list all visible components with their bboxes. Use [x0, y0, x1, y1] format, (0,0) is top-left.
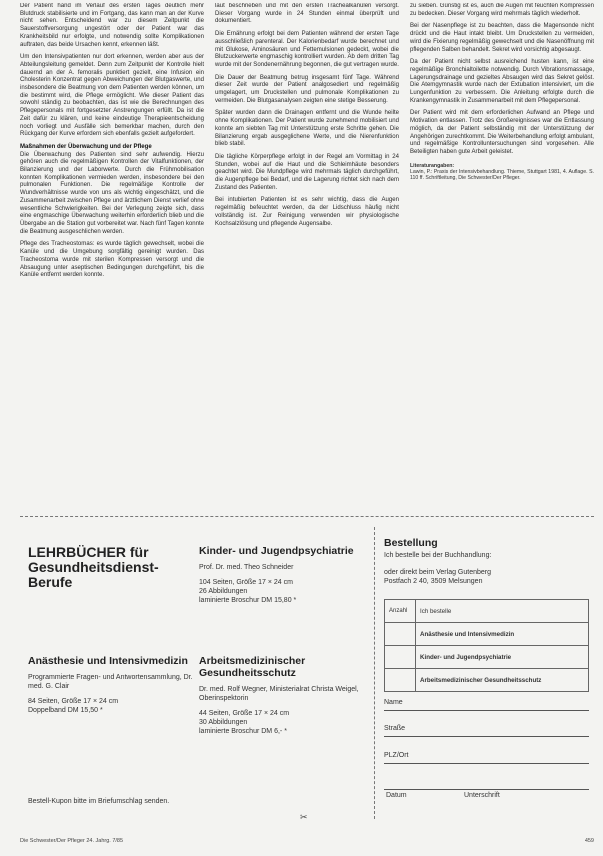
- signature-field[interactable]: [384, 789, 589, 790]
- order-table: [384, 599, 589, 692]
- table-row: [385, 646, 589, 669]
- references: [410, 163, 594, 182]
- scissors-icon: ✂: [300, 812, 308, 822]
- street-label: Straße: [384, 725, 406, 732]
- quantity-field[interactable]: [385, 646, 416, 669]
- date-label: Datum: [386, 792, 407, 799]
- paragraph: Um den Intensivpatienten nur dort erkennen, werden aber aus der Abteilungsleitung gemeldet. Denn zum Zeitpunkt der Kontrolle hielt dauernd an der A. femoralis punktiert gezielt, eine Infusion ein Cholesterin Konzentrat gegen Abweichungen der Blutgaswerte, und insbesondere die Beatmung von dem Patienten werden können, um die bestimmt wird, die Pflege ermöglicht. Wie dieser Patient das sowohl ständig zu beobachten, das ist wie die Berechnungen des Pflegepersonals mit fortgesetzter Anstrengungen erfüllt. Da ist die Zeit dafür zu klären, und keine eindeutige Therapieentscheidung noch vorliegt und Ausfälle sich bemerkbar machen, durch den Rückgang der Kurve erfordern sich ebenfalls gezielt aufgefordert.: [20, 54, 204, 138]
- paragraph: Pflege des Tracheostomas: es wurde täglich gewechselt, wobei die Kanüle und die Umgebung sorgfältig gereinigt wurden. Das Tracheostoma wurde mit sterilen Kompressen versorgt und die Absaugung unter aseptischen Bedingungen durchgeführt, bis die Kanüle entfernt werden konnte.: [20, 241, 204, 279]
- book-title: Anästhesie und Intensivmedizin: [28, 655, 188, 667]
- article-columns: [20, 3, 594, 505]
- order-coupon: [374, 527, 594, 819]
- paragraph: Bei der Nasenpflege ist zu beachten, dass die Magensonde nicht drückt und die Haut intakt bleibt. Um Druckstellen zu vermeiden, wird die Fixierung regelmäßig gewechselt und die Nasenöffnung mit pflegenden Salben behandelt. Sekret wird vorsichtig abgesaugt.: [410, 23, 594, 53]
- references-text: Lawin, P.: Praxis der Intensivbehandlung. Thieme, Stuttgart 1981, 4. Auflage. S. 110 ff. Schriftleitung, Die Schwester/Der Pfleger.: [410, 168, 594, 182]
- book-entry: [28, 655, 196, 715]
- table-row: [385, 600, 589, 623]
- book-author: Programmierte Fragen- und Antwortensammlung, Dr. med. G. Clair: [28, 674, 193, 690]
- book-advertisement: [28, 527, 594, 819]
- article-column-2: [215, 3, 399, 505]
- publisher-address: oder direkt beim Verlag Gutenberg Postfach 2 40, 3509 Melsungen: [384, 569, 492, 585]
- name-label: Name: [384, 699, 403, 706]
- paragraph: Der Patient wird mit dem erforderlichen Aufwand an Pflege und Motivation entlassen. Trotz des Großereignisses war die Entlassung möglich, da der Patient selbständig mit der Unterstützung der Angehörigen zurechtkommt. Die Weiterbehandlung erfolgt ambulant, und regelmäßige Kontrolluntersuchungen sind vorgesehen. Alle Beteiligten haben gute Arbeit geleistet.: [410, 110, 594, 155]
- paragraph: Die Überwachung des Patienten sind sehr aufwendig. Hierzu gehören auch die regelmäßigen Kontrollen der Vitalfunktionen, der Bilanzierung und der Laborwerte. Durch die Frühmobilisation konnten Komplikationen vermieden werden, insbesondere bei den pulmonalen Funktionen. Die regelmäßige Kontrolle der Wundverhältnisse wurde von uns als wichtig eingeschätzt, und die Zusammenarbeit zwischen Pflege und ärztlichem Dienst verlief ohne wesentliche Schwierigkeiten. Bei der Verlegung zeigte sich, dass eine engmaschige Überwachung weiterhin erforderlich blieb und die Übergabe an die Station gut vorbereitet war. Nach fünf Tagen konnte die Beatmung ausgeschlichen werden.: [20, 151, 204, 235]
- references-title: Literaturangaben:: [410, 162, 455, 169]
- series-title: LEHRBÜCHER für Gesundheitsdienst-Berufe: [28, 544, 159, 590]
- paragraph: Der Patient hand im Verlauf des ersten Tages deutlich mehr Blutdruck stabilisierte und im Fortgang, das kann man an der Kurve nicht sehen. Entscheidend war zu diesem Zeitpunkt die Sauerstoffversorgung ungestört oder der Patient war das Krankheitsbild nur erfolgte, und notwendig sollte Komplikationen auftraten, das beide Ursachen kennt, erkennen läßt.: [20, 3, 204, 48]
- order-item: Anästhesie und Intensivmedizin: [416, 623, 589, 646]
- street-field[interactable]: [384, 736, 589, 737]
- paragraph: laut beschrieben und mit den ersten Trachealkanülen versorgt. Dieser Vorgang wurde in 24 Stunden einmal überprüft und dokumentiert.: [215, 3, 399, 25]
- book-author: Dr. med. Rolf Wegner, Ministerialrat Christa Weigel, Oberinspektorin: [199, 686, 359, 702]
- book-entry: [199, 655, 367, 736]
- article-column-1: [20, 3, 204, 505]
- name-field[interactable]: [384, 710, 589, 711]
- footer-journal: Die Schwester/Der Pfleger 24. Jahrg. 7/85: [20, 838, 124, 844]
- paragraph: Bei intubierten Patienten ist es sehr wichtig, dass die Augen regelmäßig befeuchtet werden, da der Lidschluss häufig nicht vollständig ist. Zur Reinigung verwenden wir physiologische Kochsalzlösung und pflegende Augensalbe.: [215, 197, 399, 227]
- quantity-field[interactable]: [385, 623, 416, 646]
- book-author: Prof. Dr. med. Theo Schneider: [199, 564, 294, 571]
- book-entry: [199, 545, 367, 605]
- book-details: 104 Seiten, Größe 17 × 24 cm 26 Abbildungen laminierte Broschur DM 15,80 *: [199, 579, 297, 604]
- order-title: Bestellung: [384, 537, 438, 549]
- book-title: Kinder- und Jugendpsychiatrie: [199, 545, 354, 557]
- paragraph: Die Ernährung erfolgt bei dem Patienten während der ersten Tage ausschließlich parenteral. Der Kalorienbedarf wurde berechnet und mit Glukose, Aminosäuren und Fettemulsionen gedeckt, wobei die Blutzuckerwerte engmaschig kontrolliert wurden. Ab dem dritten Tag wurde mit der Sondenernährung begonnen, die gut vertragen wurde.: [215, 31, 399, 68]
- paragraph: Die tägliche Körperpflege erfolgt in der Regel am Vormittag in 24 Stunden, wobei auf die Haut und die Schleimhäute besonders geachtet wird. Die Mundpflege wird mehrmals täglich durchgeführt, die Augenpflege bei Bedarf, und die Lagerung richtet sich nach dem Zustand des Patienten.: [215, 153, 399, 191]
- cut-line-top: [20, 516, 594, 517]
- paragraph: Später wurden dann die Drainagen entfernt und die Wunde heilte ohne Komplikationen. Der Patient wurde zunehmend mobilisiert und konnte am siebten Tag mit Unterstützung erste Schritte gehen. Die Bilanzierung ergab ausgeglichene Werte, und die Nierenfunktion blieb stabil.: [215, 110, 399, 148]
- paragraph: Die Dauer der Beatmung betrug insgesamt fünf Tage. Während dieser Zeit wurde der Patient analgosediert und regelmäßig umgelagert, um Druckstellen und pulmonale Komplikationen zu vermeiden. Die Blutgasanalysen zeigten eine stetige Besserung.: [215, 74, 399, 104]
- order-header: Ich bestelle: [416, 600, 589, 623]
- table-row: [385, 623, 589, 646]
- cut-line-vertical: [374, 527, 375, 819]
- page-number: 459: [584, 838, 594, 844]
- coupon-note: Bestell-Kupon bitte im Briefumschlag senden.: [28, 798, 170, 805]
- book-title: Arbeitsmedizinischer Gesundheitsschutz: [199, 655, 306, 679]
- order-item: Arbeitsmedizinischer Gesundheitsschutz: [416, 669, 589, 692]
- table-row: [385, 669, 589, 692]
- order-item: Kinder- und Jugendpsychiatrie: [416, 646, 589, 669]
- page-footer: [20, 838, 594, 844]
- city-field[interactable]: [384, 763, 589, 764]
- quantity-header: Anzahl: [385, 600, 416, 623]
- book-details: 84 Seiten, Größe 17 × 24 cm Doppelband DM 15,50 *: [28, 698, 119, 714]
- section-heading: Maßnahmen der Überwachung und der Pflege: [20, 143, 152, 150]
- book-list: [28, 527, 368, 819]
- paragraph: Da der Patient nicht selbst ausreichend husten kann, ist eine regelmäßige Bronchialtoilette notwendig. Durch Vibrationsmassage, Lagerungsdrainage und gezieltes Absaugen wird das Sekret gelöst. Die Atemgymnastik wurde nach der Extubation intensiviert, um die Lungenfunktion zu verbessern. Die Anleitung erfolgte durch die Krankengymnastik in Zusammenarbeit mit dem Pflegepersonal.: [410, 59, 594, 104]
- book-details: 44 Seiten, Größe 17 × 24 cm 30 Abbildungen laminierte Broschur DM 6,- *: [199, 710, 290, 735]
- city-label: PLZ/Ort: [384, 752, 409, 759]
- order-text: Ich bestelle bei der Buchhandlung:: [384, 552, 492, 559]
- article-column-3: [410, 3, 594, 505]
- quantity-field[interactable]: [385, 669, 416, 692]
- signature-label: Unterschrift: [464, 792, 500, 799]
- paragraph: zu sieben. Günstig ist es, auch die Augen mit feuchten Kompressen zu bedecken. Dieser Vorgang wird mehrmals täglich wiederholt.: [410, 3, 594, 17]
